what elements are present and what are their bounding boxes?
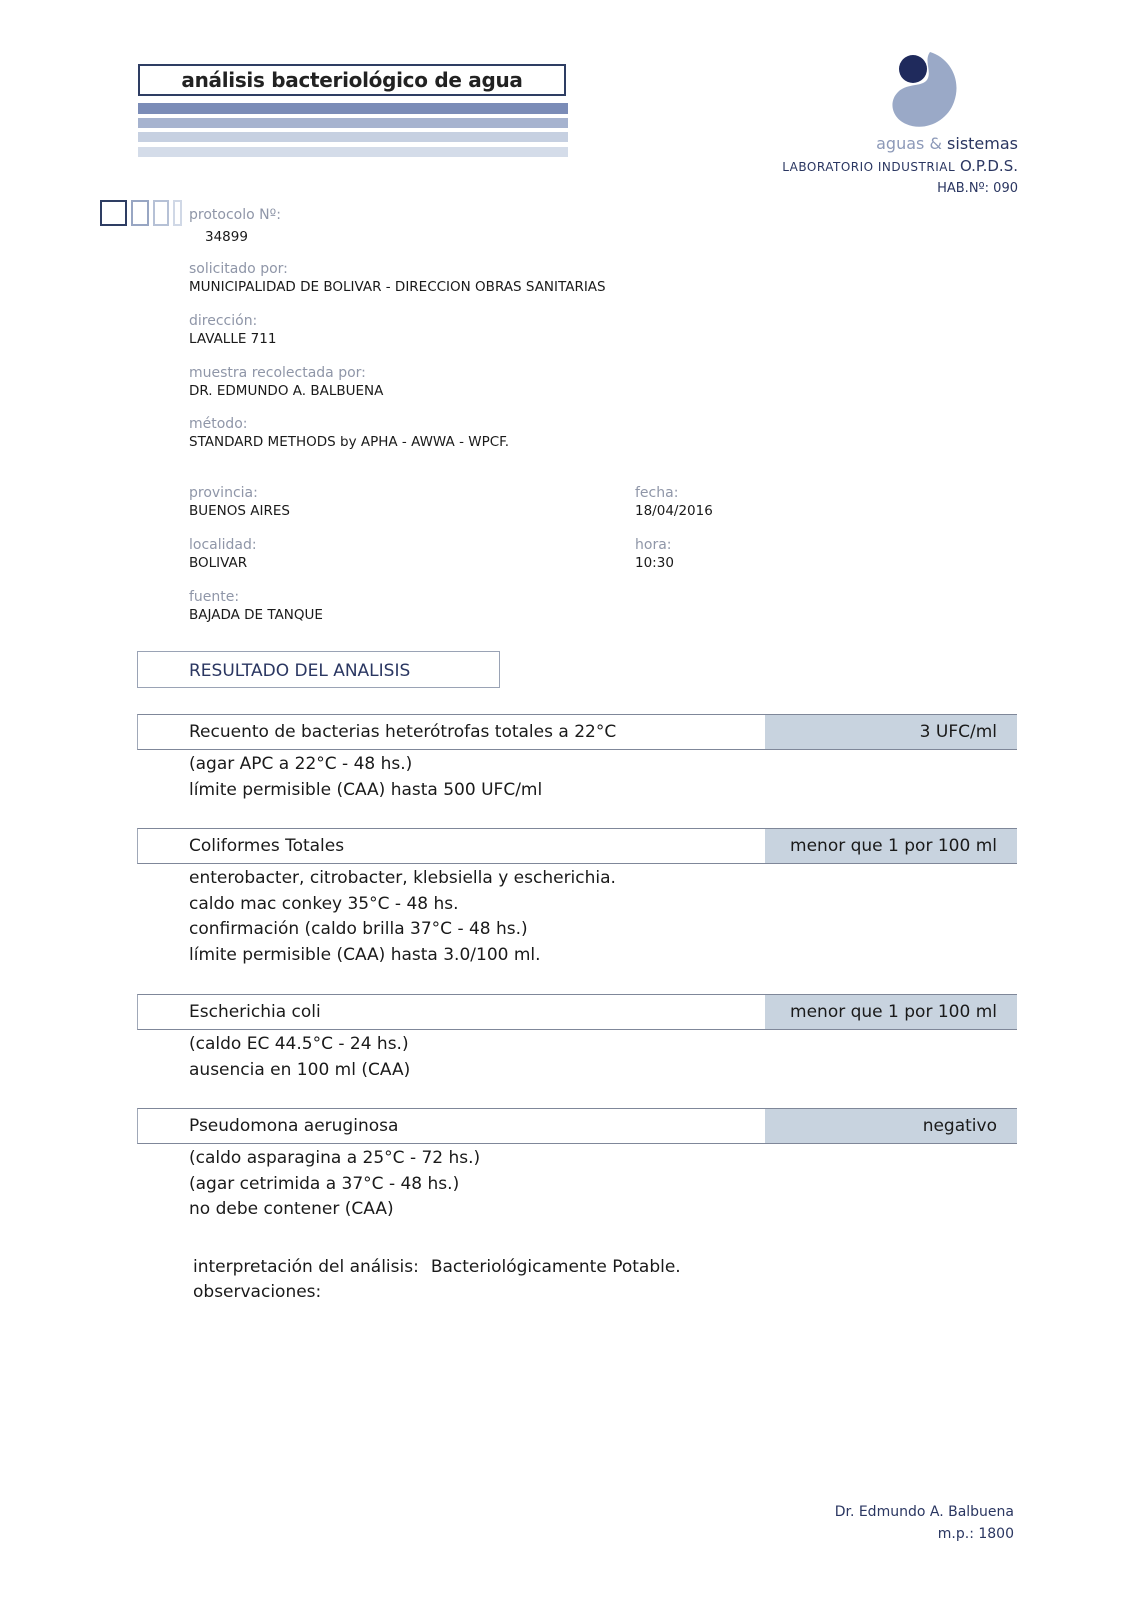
localidad-label: localidad:: [189, 537, 257, 553]
result-name: Coliformes Totales: [189, 836, 345, 856]
direccion-label: dirección:: [189, 313, 258, 329]
fuente-value: BAJADA DE TANQUE: [189, 607, 323, 623]
logo-lab: [782, 157, 1018, 175]
logo-brand: [876, 134, 1018, 153]
interpretation-label: interpretación del análisis:: [193, 1257, 419, 1277]
direccion-value: LAVALLE 711: [189, 331, 277, 347]
result-row: [137, 714, 1017, 750]
metodo-label: método:: [189, 416, 248, 432]
signature-name: Dr. Edmundo A. Balbuena: [834, 1504, 1014, 1520]
provincia-value: BUENOS AIRES: [189, 503, 290, 519]
hora-label: hora:: [635, 537, 672, 553]
decorative-square: [100, 200, 127, 226]
result-note: (caldo EC 44.5°C - 24 hs.): [189, 1034, 409, 1054]
result-value: 3 UFC/ml: [765, 715, 1017, 749]
result-notes: [189, 1146, 480, 1223]
localidad-value: BOLIVAR: [189, 555, 248, 571]
result-note: no debe contener (CAA): [189, 1199, 394, 1219]
result-note: límite permisible (CAA) hasta 3.0/100 ml.: [189, 944, 541, 965]
logo-brand-amp: &: [929, 134, 942, 153]
result-note: ausencia en 100 ml (CAA): [189, 1059, 411, 1080]
result-value: menor que 1 por 100 ml: [765, 829, 1017, 863]
result-name: Pseudomona aeruginosa: [189, 1116, 399, 1136]
result-note: enterobacter, citrobacter, klebsiella y escherichia.: [189, 868, 616, 888]
fuente-label: fuente:: [189, 589, 240, 605]
protocolo-label: protocolo Nº:: [189, 207, 281, 223]
signature-mp: m.p.: 1800: [937, 1526, 1014, 1542]
protocolo-value: 34899: [205, 229, 248, 245]
result-row: [137, 994, 1017, 1030]
logo-lab-suffix: O.P.D.S.: [959, 157, 1018, 175]
muestra-label: muestra recolectada por:: [189, 365, 366, 381]
header-stripe: [138, 147, 568, 157]
result-note: (caldo asparagina a 25°C - 72 hs.): [189, 1148, 481, 1168]
result-note: límite permisible (CAA) hasta 500 UFC/ml: [189, 779, 543, 800]
header-stripe: [138, 103, 568, 114]
fecha-label: fecha:: [635, 485, 679, 501]
hora-value: 10:30: [635, 555, 674, 571]
decorative-square: [173, 200, 182, 226]
solicitado-value: MUNICIPALIDAD DE BOLIVAR - DIRECCION OBRAS SANITARIAS: [189, 279, 606, 295]
result-notes: [189, 752, 542, 803]
result-name: Escherichia coli: [189, 1002, 321, 1022]
header-stripe: [138, 132, 568, 142]
logo-brand-part1: aguas: [876, 134, 925, 153]
drop-logo-icon: [890, 50, 960, 134]
decorative-square: [131, 200, 149, 226]
logo-lab-prefix: LABORATORIO INDUSTRIAL: [782, 160, 956, 174]
result-name: Recuento de bacterias heterótrofas totales a 22°C: [189, 722, 617, 742]
result-row: [137, 1108, 1017, 1144]
solicitado-label: solicitado por:: [189, 261, 288, 277]
result-note: (agar APC a 22°C - 48 hs.): [189, 754, 413, 774]
observations-label: observaciones:: [193, 1282, 322, 1302]
results-heading: RESULTADO DEL ANALISIS: [137, 651, 500, 688]
result-row: [137, 828, 1017, 864]
result-notes: [189, 1032, 410, 1083]
interpretation: [193, 1257, 681, 1277]
muestra-value: DR. EDMUNDO A. BALBUENA: [189, 383, 384, 399]
logo-hab: HAB.Nº: 090: [937, 181, 1018, 196]
document-title: análisis bacteriológico de agua: [138, 64, 566, 96]
result-note: (agar cetrimida a 37°C - 48 hs.): [189, 1173, 460, 1194]
result-value: negativo: [765, 1109, 1017, 1143]
result-note: confirmación (caldo brilla 37°C - 48 hs.): [189, 919, 528, 939]
header-stripe: [138, 118, 568, 128]
result-value: menor que 1 por 100 ml: [765, 995, 1017, 1029]
logo-brand-part2: sistemas: [947, 134, 1018, 153]
metodo-value: STANDARD METHODS by APHA - AWWA - WPCF.: [189, 434, 510, 450]
decorative-square: [153, 200, 169, 226]
result-notes: [189, 866, 616, 968]
provincia-label: provincia:: [189, 485, 258, 501]
interpretation-value: Bacteriológicamente Potable.: [430, 1257, 681, 1277]
result-note: caldo mac conkey 35°C - 48 hs.: [189, 893, 459, 914]
fecha-value: 18/04/2016: [635, 503, 713, 519]
